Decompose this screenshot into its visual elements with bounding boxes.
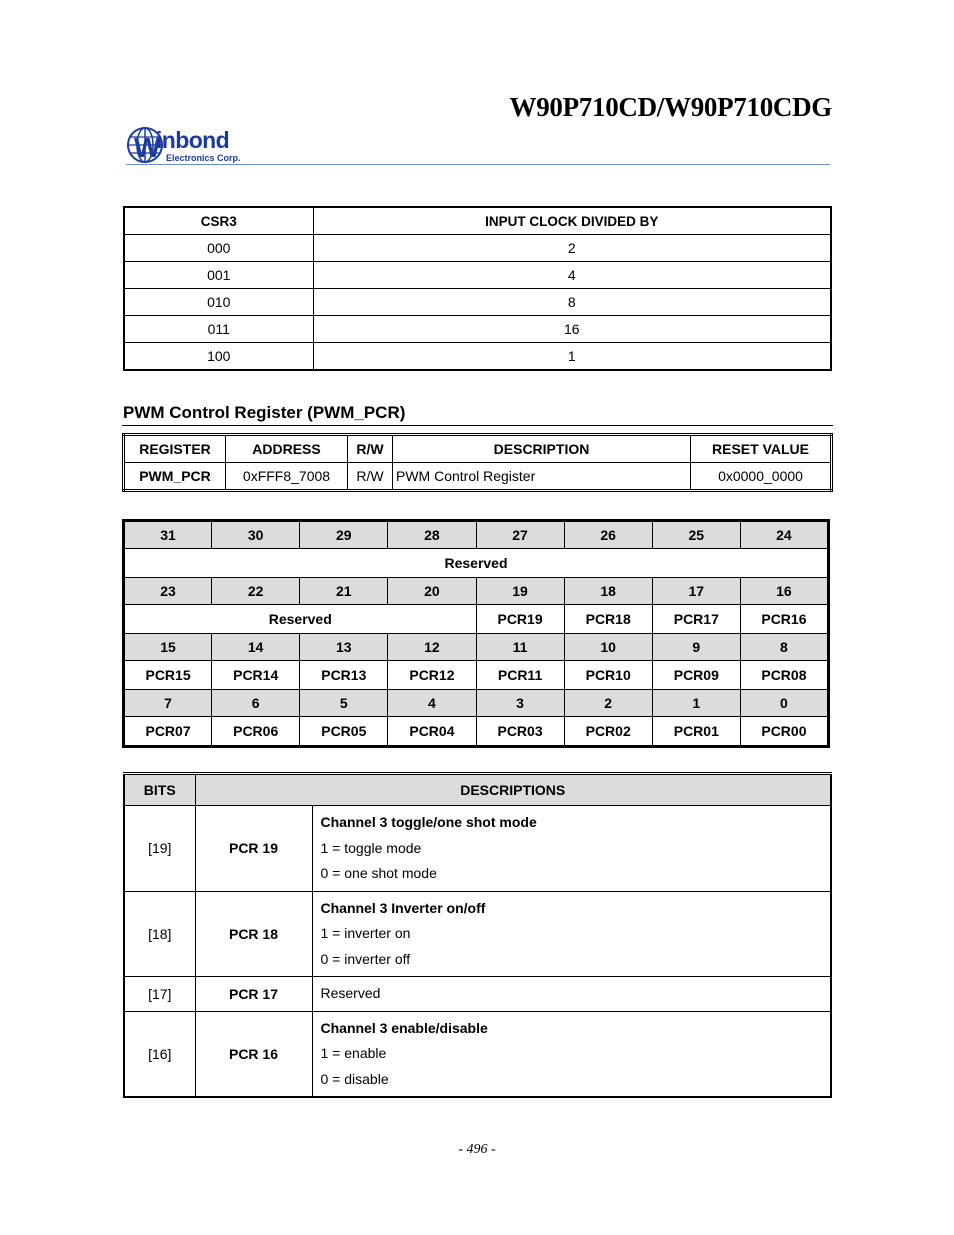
description-line: 1 = toggle mode [320, 839, 422, 856]
bit-number: 26 [564, 521, 652, 549]
register-access: R/W [348, 463, 393, 491]
page-number: - 496 - [458, 1142, 496, 1157]
bit-number-row [124, 634, 829, 661]
bit-field-name: PCR19 [476, 605, 564, 634]
description-line: 0 = one shot mode [320, 865, 437, 881]
description-title: Channel 3 Inverter on/off [320, 899, 486, 916]
section-title: PWM Control Register (PWM_PCR) [123, 403, 406, 422]
table-header-row [124, 435, 832, 463]
field-name: PCR 18 [195, 891, 312, 977]
column-header: ADDRESS [226, 435, 348, 463]
bit-field-name: PCR14 [212, 661, 300, 690]
reserved-field: Reserved [124, 549, 829, 578]
bit-field-name: PCR13 [300, 661, 388, 690]
bit-number: 2 [564, 690, 652, 717]
column-header: BITS [124, 774, 195, 806]
bit-number: 30 [212, 521, 300, 549]
bit-field-name: PCR18 [564, 605, 652, 634]
column-header: DESCRIPTION [393, 435, 691, 463]
bit-number: 9 [652, 634, 740, 661]
bit-number: 4 [388, 690, 476, 717]
description-line: 0 = inverter off [320, 950, 411, 967]
column-header: CSR3 [124, 207, 313, 235]
column-header: DESCRIPTIONS [195, 774, 831, 806]
table-row [124, 289, 831, 316]
bit-number: 18 [564, 578, 652, 605]
bit-number: 5 [300, 690, 388, 717]
bit-description-table [123, 772, 832, 1098]
table-header-row [124, 774, 831, 806]
table-row [124, 1011, 831, 1097]
bit-range: [18] [124, 891, 195, 977]
logo-subtitle: Electronics Corp. [166, 153, 241, 163]
table-cell: 011 [124, 316, 313, 343]
bit-number: 13 [300, 634, 388, 661]
bit-number: 15 [124, 634, 212, 661]
field-description [312, 891, 831, 977]
bit-number: 8 [740, 634, 828, 661]
description-line: 1 = enable [320, 1045, 387, 1061]
bit-number: 3 [476, 690, 564, 717]
table-cell: 4 [313, 262, 831, 289]
bit-number: 6 [212, 690, 300, 717]
bit-field-name: PCR15 [124, 661, 212, 690]
bit-number: 7 [124, 690, 212, 717]
table-cell: 2 [313, 235, 831, 262]
bit-name-row [124, 717, 829, 747]
column-header: RESET VALUE [691, 435, 832, 463]
bit-field-name: PCR03 [476, 717, 564, 747]
bit-number-row [124, 521, 829, 549]
bit-number: 23 [124, 578, 212, 605]
reserved-field: Reserved [124, 605, 477, 634]
register-table [122, 433, 833, 492]
bit-number: 16 [740, 578, 828, 605]
header-divider [126, 164, 830, 165]
field-name: PCR 16 [195, 1011, 312, 1097]
table-cell: 010 [124, 289, 313, 316]
winbond-logo [126, 124, 256, 166]
bit-range: [16] [124, 1011, 195, 1097]
bit-name-row [124, 549, 829, 578]
column-header: INPUT CLOCK DIVIDED BY [313, 207, 831, 235]
bit-number: 11 [476, 634, 564, 661]
bit-field-name: PCR17 [652, 605, 740, 634]
bit-field-name: PCR16 [740, 605, 828, 634]
field-description: Reserved [312, 977, 831, 1012]
table-cell: 000 [124, 235, 313, 262]
clock-divider-table [123, 206, 832, 371]
table-row [124, 463, 832, 491]
table-row [124, 806, 831, 892]
bit-field-name: PCR07 [124, 717, 212, 747]
bit-map-table [122, 519, 830, 748]
table-row [124, 977, 831, 1012]
table-row [124, 262, 831, 289]
bit-name-row [124, 661, 829, 690]
bit-number: 20 [388, 578, 476, 605]
bit-field-name: PCR09 [652, 661, 740, 690]
table-cell: 001 [124, 262, 313, 289]
bit-number: 1 [652, 690, 740, 717]
description-line: 0 = disable [320, 1070, 389, 1087]
bit-number: 12 [388, 634, 476, 661]
column-header: R/W [348, 435, 393, 463]
svg-text:W: W [134, 132, 161, 163]
register-reset-value: 0x0000_0000 [691, 463, 832, 491]
table-cell: 1 [313, 343, 831, 371]
bit-range: [19] [124, 806, 195, 892]
bit-number-row [124, 578, 829, 605]
bit-field-name: PCR10 [564, 661, 652, 690]
description-title: Channel 3 enable/disable [320, 1019, 488, 1036]
register-name: PWM_PCR [124, 463, 226, 491]
section-divider [122, 425, 833, 426]
bit-field-name: PCR08 [740, 661, 828, 690]
bit-field-name: PCR00 [740, 717, 828, 747]
bit-number: 24 [740, 521, 828, 549]
bit-number: 31 [124, 521, 212, 549]
field-name: PCR 17 [195, 977, 312, 1012]
table-row [124, 891, 831, 977]
field-description [312, 1011, 831, 1097]
bit-field-name: PCR04 [388, 717, 476, 747]
description-line: 1 = inverter on [320, 925, 411, 941]
bit-range: [17] [124, 977, 195, 1012]
document-title: W90P710CD/W90P710CDG [509, 92, 832, 122]
description-title: Channel 3 toggle/one shot mode [320, 814, 537, 830]
table-cell: 100 [124, 343, 313, 371]
bit-field-name: PCR05 [300, 717, 388, 747]
bit-number: 21 [300, 578, 388, 605]
bit-number: 25 [652, 521, 740, 549]
field-name: PCR 19 [195, 806, 312, 892]
table-row [124, 316, 831, 343]
bit-number: 27 [476, 521, 564, 549]
bit-field-name: PCR11 [476, 661, 564, 690]
bit-number: 10 [564, 634, 652, 661]
bit-field-name: PCR06 [212, 717, 300, 747]
bit-number: 29 [300, 521, 388, 549]
table-row [124, 343, 831, 371]
bit-number-row [124, 690, 829, 717]
bit-name-row [124, 605, 829, 634]
table-cell: 16 [313, 316, 831, 343]
bit-number: 0 [740, 690, 828, 717]
register-description: PWM Control Register [393, 463, 691, 491]
table-cell: 8 [313, 289, 831, 316]
table-header-row [124, 207, 831, 235]
bit-field-name: PCR01 [652, 717, 740, 747]
bit-field-name: PCR12 [388, 661, 476, 690]
field-description [312, 806, 831, 892]
table-row [124, 235, 831, 262]
column-header: REGISTER [124, 435, 226, 463]
bit-number: 17 [652, 578, 740, 605]
bit-number: 14 [212, 634, 300, 661]
register-address: 0xFFF8_7008 [226, 463, 348, 491]
bit-number: 28 [388, 521, 476, 549]
bit-number: 22 [212, 578, 300, 605]
logo-wordmark: inbond [156, 127, 230, 153]
bit-field-name: PCR02 [564, 717, 652, 747]
bit-number: 19 [476, 578, 564, 605]
